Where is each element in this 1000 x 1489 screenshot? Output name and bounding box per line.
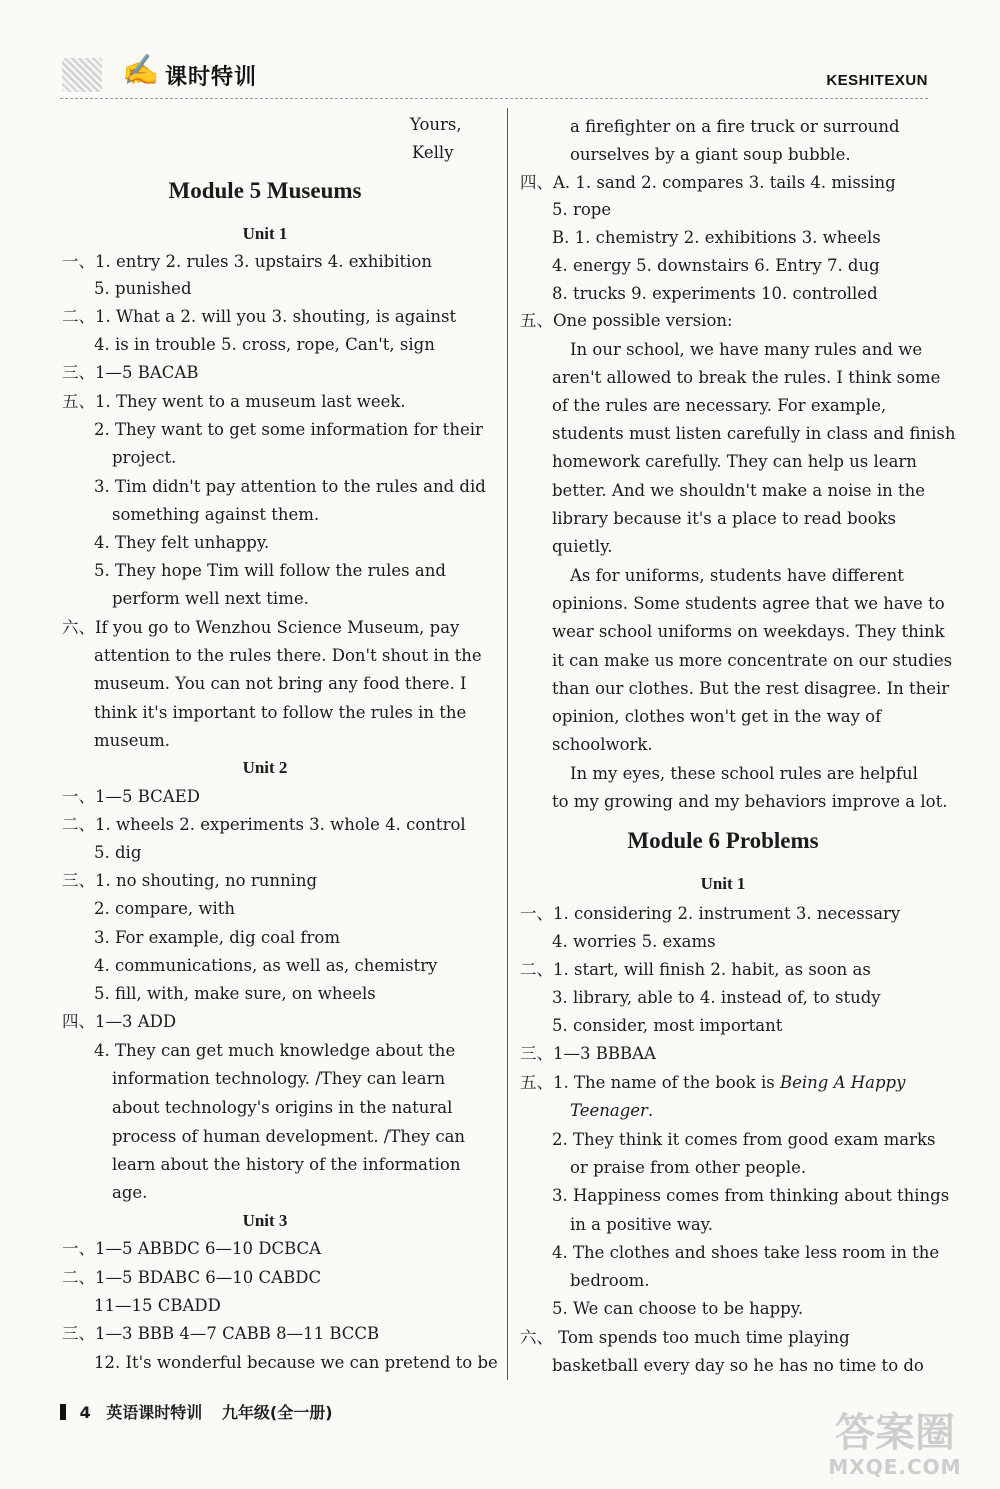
page-footer <box>60 1400 333 1423</box>
answer-line: ourselves by a giant soup bubble. <box>570 145 851 164</box>
answer-line: in a positive way. <box>570 1215 714 1234</box>
essay-line: it can make us more concentrate on our studies <box>552 651 953 670</box>
answer-line: 一、1. entry 2. rules 3. upstairs 4. exhibition <box>62 252 432 271</box>
watermark-url: MXQE.COM <box>828 1455 962 1479</box>
answer-line: 三、1—5 BACAB <box>62 363 199 382</box>
essay-line: wear school uniforms on weekdays. They think <box>552 622 945 641</box>
watermark <box>810 1411 980 1481</box>
answer-line: 三、1—3 BBB 4—7 CABB 8—11 BCCB <box>62 1324 380 1343</box>
answer-line <box>520 1072 905 1094</box>
pen-icon: ✍ <box>122 53 160 88</box>
answer-line: museum. <box>94 731 171 750</box>
closing-yours: Yours, <box>410 115 462 134</box>
answer-line: B. 1. chemistry 2. exhibitions 3. wheels <box>552 228 881 247</box>
module-6-title: Module 6 Problems <box>627 828 819 853</box>
answer-line: 六、If you go to Wenzhou Science Museum, pay <box>62 618 460 637</box>
unit-3-title: Unit 3 <box>242 1211 288 1230</box>
answer-line: 4. They can get much knowledge about the <box>94 1041 456 1060</box>
footer-bar-icon <box>60 1404 66 1420</box>
answer-line: 3. Tim didn't pay attention to the rules and did <box>94 477 486 496</box>
answer-line: or praise from other people. <box>570 1158 807 1177</box>
answer-line: 12. It's wonderful because we can pretend to be <box>94 1353 498 1372</box>
answer-line: bedroom. <box>570 1271 650 1290</box>
unit-1-title: Unit 1 <box>700 874 746 893</box>
answer-line: 三、1. no shouting, no running <box>62 871 318 890</box>
essay-line: aren't allowed to break the rules. I think some <box>552 368 941 387</box>
answer-line: 一、1—5 BCAED <box>62 787 200 806</box>
module-5-title: Module 5 Museums <box>168 178 362 203</box>
page-number: 4 <box>79 1403 91 1422</box>
answer-text: 五、1. The name of the book is <box>520 1073 780 1092</box>
essay-line: than our clothes. But the rest disagree. In their <box>552 679 950 698</box>
answer-line: 5. We can choose to be happy. <box>552 1299 804 1318</box>
page-header <box>0 0 1000 100</box>
book-title: Being A Happy <box>779 1073 906 1092</box>
unit-1-title: Unit 1 <box>242 224 288 243</box>
answer-line: think it's important to follow the rules in the <box>94 703 467 722</box>
column-divider <box>507 108 508 1380</box>
essay-line: students must listen carefully in class and finish <box>552 424 956 443</box>
essay-line: As for uniforms, students have different <box>570 566 904 585</box>
answer-line: information technology. /They can learn <box>112 1069 446 1088</box>
answer-line: 二、1—5 BDABC 6—10 CABDC <box>62 1268 322 1287</box>
answer-text: . <box>647 1101 654 1120</box>
answer-line <box>520 1100 653 1122</box>
answer-line: 五、One possible version: <box>520 311 733 330</box>
essay-line: library because it's a place to read books <box>552 509 896 528</box>
answer-line: 二、1. start, will finish 2. habit, as soon as <box>520 960 871 979</box>
answer-line: 四、A. 1. sand 2. compares 3. tails 4. missing <box>520 173 896 192</box>
answer-line: 4. communications, as well as, chemistry <box>94 956 438 975</box>
unit-2-title: Unit 2 <box>242 758 288 777</box>
answer-line: 二、1. What a 2. will you 3. shouting, is against <box>62 307 457 326</box>
answer-line: 六、 Tom spends too much time playing <box>520 1328 850 1347</box>
answer-line: a firefighter on a fire truck or surround <box>570 117 900 136</box>
book-title-footer: 英语课时特训 <box>106 1403 203 1422</box>
answer-line: 3. For example, dig coal from <box>94 928 341 947</box>
brand-title: 课时特训 <box>165 65 258 90</box>
answer-line: attention to the rules there. Don't shout in the <box>94 646 482 665</box>
answer-line: 8. trucks 9. experiments 10. controlled <box>552 284 878 303</box>
answer-line: 4. worries 5. exams <box>552 932 716 951</box>
answer-line: 11—15 CBADD <box>94 1296 221 1315</box>
essay-line: better. And we shouldn't make a noise in the <box>552 481 925 500</box>
essay-line: quietly. <box>552 537 613 556</box>
brand-title-en: KESHITEXUN <box>826 72 928 89</box>
answer-line: 5. punished <box>94 279 192 298</box>
answer-line: 4. is in trouble 5. cross, rope, Can't, sign <box>94 335 435 354</box>
answer-line: 五、1. They went to a museum last week. <box>62 392 406 411</box>
answer-line: 2. They want to get some information for their <box>94 420 483 439</box>
answer-line: museum. You can not bring any food there. I <box>94 674 467 693</box>
watermark-logo: 答案圈 <box>835 1410 955 1456</box>
essay-line: opinions. Some students agree that we have to <box>552 594 945 613</box>
answer-line: 4. The clothes and shoes take less room in the <box>552 1243 940 1262</box>
answer-line: 5. dig <box>94 843 142 862</box>
answer-line: project. <box>112 448 177 467</box>
answer-line: 一、1—5 ABBDC 6—10 DCBCA <box>62 1239 322 1258</box>
essay-line: schoolwork. <box>552 735 653 754</box>
essay-line: In my eyes, these school rules are helpful <box>570 764 918 783</box>
answer-line: learn about the history of the information <box>112 1155 461 1174</box>
answer-line: about technology's origins in the natural <box>112 1098 453 1117</box>
answer-line: 三、1—3 BBBAA <box>520 1044 656 1063</box>
answer-line: age. <box>112 1183 148 1202</box>
essay-line: opinion, clothes won't get in the way of <box>552 707 882 726</box>
answer-line: 2. compare, with <box>94 899 236 918</box>
answer-line: 4. They felt unhappy. <box>94 533 270 552</box>
essay-line: homework carefully. They can help us learn <box>552 452 917 471</box>
answer-line: basketball every day so he has no time to do <box>552 1356 924 1375</box>
answer-line: process of human development. /They can <box>112 1127 466 1146</box>
answer-line: 5. rope <box>552 200 612 219</box>
essay-line: to my growing and my behaviors improve a lot. <box>552 792 948 811</box>
answer-line: 二、1. wheels 2. experiments 3. whole 4. control <box>62 815 466 834</box>
answer-line: 3. library, able to 4. instead of, to study <box>552 988 881 1007</box>
answer-line: 4. energy 5. downstairs 6. Entry 7. dug <box>552 256 880 275</box>
book-title: Teenager <box>570 1101 648 1120</box>
answer-line: 5. They hope Tim will follow the rules and <box>94 561 446 580</box>
answer-line: 3. Happiness comes from thinking about things <box>552 1186 950 1205</box>
essay-line: In our school, we have many rules and we <box>570 340 923 359</box>
answer-line: 5. consider, most important <box>552 1016 783 1035</box>
answer-line: something against them. <box>112 505 320 524</box>
answer-line: 5. fill, with, make sure, on wheels <box>94 984 376 1003</box>
answer-line: 2. They think it comes from good exam marks <box>552 1130 936 1149</box>
closing-name: Kelly <box>412 143 454 162</box>
header-divider <box>60 98 928 99</box>
answer-line: perform well next time. <box>112 589 309 608</box>
answer-line: 一、1. considering 2. instrument 3. necessary <box>520 904 901 923</box>
essay-line: of the rules are necessary. For example, <box>552 396 887 415</box>
logo-pattern-icon <box>62 58 102 92</box>
grade-label: 九年级(全一册) <box>221 1403 333 1422</box>
answer-line: 四、1—3 ADD <box>62 1012 177 1031</box>
